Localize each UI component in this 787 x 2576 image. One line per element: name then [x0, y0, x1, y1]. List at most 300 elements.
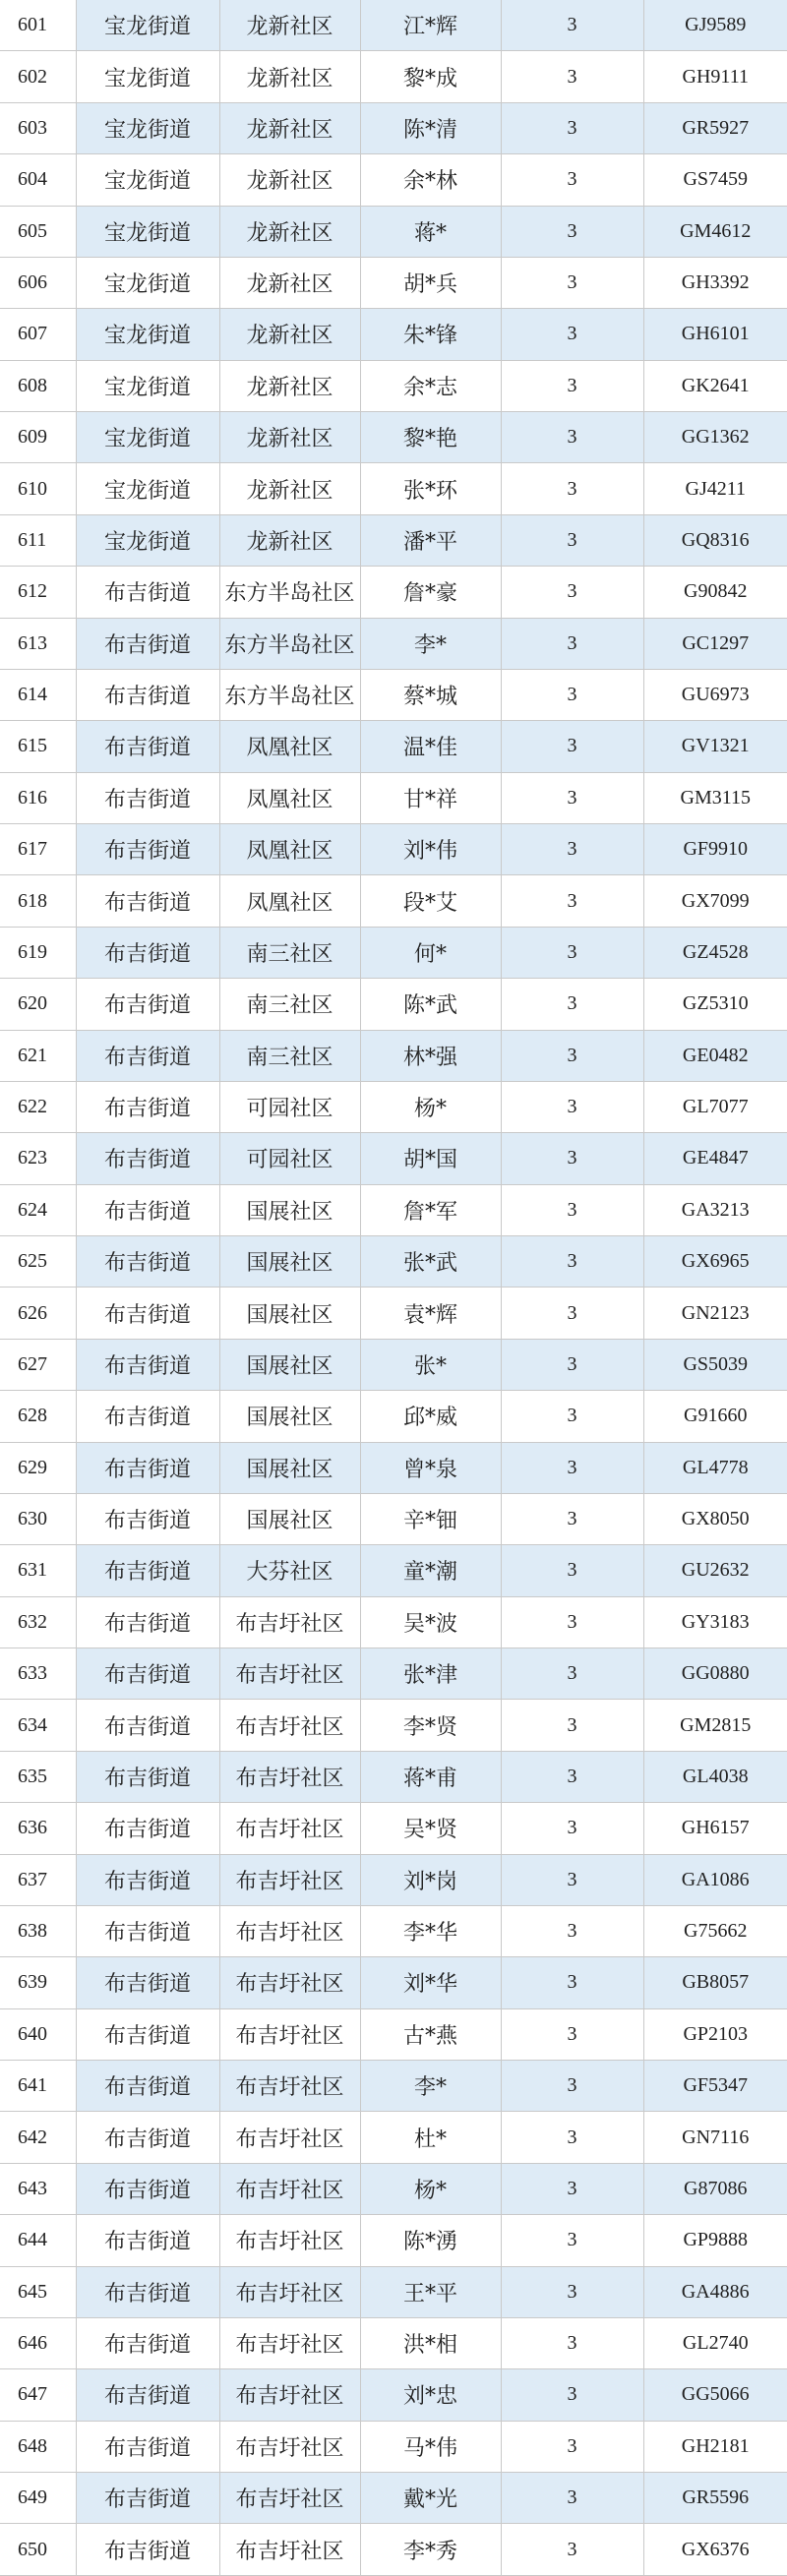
- community-cell: 可园社区: [219, 1081, 360, 1132]
- name-cell: 戴*光: [360, 2473, 501, 2524]
- code-cell: GS7459: [643, 154, 787, 206]
- code-cell: GL4038: [643, 1751, 787, 1802]
- count-cell: 3: [501, 1133, 643, 1184]
- street-cell: 布吉街道: [76, 824, 219, 875]
- count-cell: 3: [501, 514, 643, 566]
- table-row: [0, 412, 787, 463]
- code-cell: GL2740: [643, 2317, 787, 2368]
- code-cell: GU2632: [643, 1545, 787, 1596]
- street-cell: 布吉街道: [76, 2317, 219, 2368]
- community-cell: 龙新社区: [219, 257, 360, 308]
- code-cell: GE4847: [643, 1133, 787, 1184]
- row-number: 607: [0, 309, 76, 360]
- table-row: [0, 102, 787, 153]
- name-cell: 林*强: [360, 1030, 501, 1081]
- code-cell: GX6376: [643, 2524, 787, 2575]
- code-cell: GM2815: [643, 1700, 787, 1751]
- street-cell: 布吉街道: [76, 1030, 219, 1081]
- community-cell: 东方半岛社区: [219, 618, 360, 669]
- row-number: 642: [0, 2112, 76, 2163]
- community-cell: 凤凰社区: [219, 875, 360, 927]
- row-number: 631: [0, 1545, 76, 1596]
- name-cell: 张*环: [360, 463, 501, 514]
- code-cell: GH3392: [643, 257, 787, 308]
- community-cell: 布吉圩社区: [219, 2061, 360, 2112]
- count-cell: 3: [501, 102, 643, 153]
- row-number: 634: [0, 1700, 76, 1751]
- name-cell: 詹*豪: [360, 567, 501, 618]
- table-row: [0, 1854, 787, 1905]
- table-row: [0, 309, 787, 360]
- code-cell: GJ4211: [643, 463, 787, 514]
- count-cell: 3: [501, 2524, 643, 2575]
- row-number: 624: [0, 1184, 76, 1235]
- community-cell: 布吉圩社区: [219, 1854, 360, 1905]
- row-number: 617: [0, 824, 76, 875]
- row-number: 612: [0, 567, 76, 618]
- table-row: [0, 1803, 787, 1854]
- name-cell: 邱*威: [360, 1391, 501, 1442]
- street-cell: 布吉街道: [76, 979, 219, 1030]
- code-cell: G90842: [643, 567, 787, 618]
- count-cell: 3: [501, 1854, 643, 1905]
- table-row: [0, 1184, 787, 1235]
- community-cell: 布吉圩社区: [219, 1648, 360, 1700]
- table-row: [0, 669, 787, 720]
- street-cell: 布吉街道: [76, 1596, 219, 1647]
- table-row: [0, 2163, 787, 2214]
- name-cell: 詹*军: [360, 1184, 501, 1235]
- name-cell: 李*秀: [360, 2524, 501, 2575]
- row-number: 608: [0, 360, 76, 411]
- count-cell: 3: [501, 567, 643, 618]
- name-cell: 童*潮: [360, 1545, 501, 1596]
- row-number: 619: [0, 927, 76, 978]
- table-row: [0, 927, 787, 978]
- street-cell: 布吉街道: [76, 1493, 219, 1544]
- code-cell: GP2103: [643, 2008, 787, 2060]
- street-cell: 布吉街道: [76, 2215, 219, 2266]
- count-cell: 3: [501, 669, 643, 720]
- street-cell: 布吉街道: [76, 1288, 219, 1339]
- table-row: [0, 1957, 787, 2008]
- community-cell: 龙新社区: [219, 102, 360, 153]
- street-cell: 布吉街道: [76, 1700, 219, 1751]
- row-number: 620: [0, 979, 76, 1030]
- community-cell: 大芬社区: [219, 1545, 360, 1596]
- name-cell: 袁*辉: [360, 1288, 501, 1339]
- row-number: 644: [0, 2215, 76, 2266]
- street-cell: 布吉街道: [76, 2266, 219, 2317]
- table-row: [0, 51, 787, 102]
- code-cell: GH2181: [643, 2421, 787, 2472]
- street-cell: 布吉街道: [76, 1905, 219, 1956]
- name-cell: 陈*湧: [360, 2215, 501, 2266]
- table-row: [0, 1391, 787, 1442]
- table-row: [0, 1288, 787, 1339]
- community-cell: 凤凰社区: [219, 824, 360, 875]
- count-cell: 3: [501, 154, 643, 206]
- count-cell: 3: [501, 1236, 643, 1288]
- street-cell: 宝龙街道: [76, 102, 219, 153]
- name-cell: 杨*: [360, 1081, 501, 1132]
- row-number: 611: [0, 514, 76, 566]
- code-cell: GG0880: [643, 1648, 787, 1700]
- row-number: 614: [0, 669, 76, 720]
- count-cell: 3: [501, 1184, 643, 1235]
- community-cell: 国展社区: [219, 1391, 360, 1442]
- count-cell: 3: [501, 772, 643, 823]
- code-cell: GV1321: [643, 721, 787, 772]
- name-cell: 张*: [360, 1339, 501, 1390]
- code-cell: GF9910: [643, 824, 787, 875]
- street-cell: 布吉街道: [76, 2369, 219, 2421]
- name-cell: 甘*祥: [360, 772, 501, 823]
- community-cell: 国展社区: [219, 1184, 360, 1235]
- name-cell: 陈*清: [360, 102, 501, 153]
- code-cell: GM3115: [643, 772, 787, 823]
- code-cell: G87086: [643, 2163, 787, 2214]
- community-cell: 龙新社区: [219, 412, 360, 463]
- name-cell: 刘*华: [360, 1957, 501, 2008]
- name-cell: 李*贤: [360, 1700, 501, 1751]
- table-row: [0, 2524, 787, 2575]
- table-row: [0, 1236, 787, 1288]
- street-cell: 布吉街道: [76, 2421, 219, 2472]
- name-cell: 杜*: [360, 2112, 501, 2163]
- table-row: [0, 618, 787, 669]
- count-cell: 3: [501, 1751, 643, 1802]
- street-cell: 布吉街道: [76, 1133, 219, 1184]
- table-row: [0, 1133, 787, 1184]
- street-cell: 宝龙街道: [76, 0, 219, 51]
- table-row: [0, 2266, 787, 2317]
- table-row: [0, 2421, 787, 2472]
- name-cell: 马*伟: [360, 2421, 501, 2472]
- community-cell: 布吉圩社区: [219, 2317, 360, 2368]
- code-cell: GA1086: [643, 1854, 787, 1905]
- count-cell: 3: [501, 875, 643, 927]
- count-cell: 3: [501, 412, 643, 463]
- table-row: [0, 1030, 787, 1081]
- row-number: 633: [0, 1648, 76, 1700]
- code-cell: GX7099: [643, 875, 787, 927]
- street-cell: 宝龙街道: [76, 463, 219, 514]
- count-cell: 3: [501, 2369, 643, 2421]
- name-cell: 段*艾: [360, 875, 501, 927]
- name-cell: 古*燕: [360, 2008, 501, 2060]
- code-cell: GX8050: [643, 1493, 787, 1544]
- community-cell: 布吉圩社区: [219, 2266, 360, 2317]
- community-cell: 龙新社区: [219, 154, 360, 206]
- name-cell: 李*华: [360, 1905, 501, 1956]
- street-cell: 宝龙街道: [76, 257, 219, 308]
- count-cell: 3: [501, 360, 643, 411]
- table-row: [0, 206, 787, 257]
- count-cell: 3: [501, 2112, 643, 2163]
- row-number: 627: [0, 1339, 76, 1390]
- code-cell: GZ4528: [643, 927, 787, 978]
- row-number: 604: [0, 154, 76, 206]
- community-cell: 布吉圩社区: [219, 2008, 360, 2060]
- table-row: [0, 824, 787, 875]
- row-number: 618: [0, 875, 76, 927]
- table-row: [0, 1081, 787, 1132]
- street-cell: 布吉街道: [76, 1442, 219, 1493]
- count-cell: 3: [501, 1442, 643, 1493]
- count-cell: 3: [501, 1030, 643, 1081]
- street-cell: 宝龙街道: [76, 514, 219, 566]
- name-cell: 刘*岗: [360, 1854, 501, 1905]
- table-row: [0, 257, 787, 308]
- community-cell: 龙新社区: [219, 0, 360, 51]
- name-cell: 辛*钿: [360, 1493, 501, 1544]
- name-cell: 蒋*: [360, 206, 501, 257]
- street-cell: 布吉街道: [76, 2473, 219, 2524]
- table-row: [0, 1442, 787, 1493]
- count-cell: 3: [501, 1493, 643, 1544]
- count-cell: 3: [501, 1957, 643, 2008]
- street-cell: 布吉街道: [76, 567, 219, 618]
- street-cell: 布吉街道: [76, 1957, 219, 2008]
- count-cell: 3: [501, 1545, 643, 1596]
- table-row: [0, 463, 787, 514]
- table-row: [0, 0, 787, 51]
- name-cell: 张*津: [360, 1648, 501, 1700]
- community-cell: 布吉圩社区: [219, 2112, 360, 2163]
- street-cell: 布吉街道: [76, 1751, 219, 1802]
- count-cell: 3: [501, 2421, 643, 2472]
- name-cell: 陈*武: [360, 979, 501, 1030]
- name-cell: 潘*平: [360, 514, 501, 566]
- count-cell: 3: [501, 1081, 643, 1132]
- code-cell: GC1297: [643, 618, 787, 669]
- row-number: 650: [0, 2524, 76, 2575]
- table-row: [0, 2061, 787, 2112]
- code-cell: GL4778: [643, 1442, 787, 1493]
- count-cell: 3: [501, 2266, 643, 2317]
- community-cell: 国展社区: [219, 1236, 360, 1288]
- count-cell: 3: [501, 1648, 643, 1700]
- row-number: 602: [0, 51, 76, 102]
- table-row: [0, 979, 787, 1030]
- street-cell: 布吉街道: [76, 1081, 219, 1132]
- code-cell: GP9888: [643, 2215, 787, 2266]
- row-number: 630: [0, 1493, 76, 1544]
- community-cell: 布吉圩社区: [219, 1905, 360, 1956]
- table-row: [0, 154, 787, 206]
- street-cell: 布吉街道: [76, 721, 219, 772]
- row-number: 603: [0, 102, 76, 153]
- row-number: 613: [0, 618, 76, 669]
- row-number: 601: [0, 0, 76, 51]
- row-number: 606: [0, 257, 76, 308]
- table-row: [0, 772, 787, 823]
- street-cell: 布吉街道: [76, 1339, 219, 1390]
- code-cell: GH9111: [643, 51, 787, 102]
- street-cell: 宝龙街道: [76, 360, 219, 411]
- street-cell: 布吉街道: [76, 927, 219, 978]
- street-cell: 布吉街道: [76, 1184, 219, 1235]
- community-cell: 布吉圩社区: [219, 1957, 360, 2008]
- count-cell: 3: [501, 257, 643, 308]
- community-cell: 南三社区: [219, 927, 360, 978]
- code-cell: GU6973: [643, 669, 787, 720]
- table-row: [0, 1700, 787, 1751]
- name-cell: 王*平: [360, 2266, 501, 2317]
- community-cell: 国展社区: [219, 1493, 360, 1544]
- name-cell: 黎*成: [360, 51, 501, 102]
- row-number: 629: [0, 1442, 76, 1493]
- code-cell: GH6101: [643, 309, 787, 360]
- name-cell: 刘*忠: [360, 2369, 501, 2421]
- code-cell: GY3183: [643, 1596, 787, 1647]
- table-row: [0, 2112, 787, 2163]
- count-cell: 3: [501, 1596, 643, 1647]
- name-cell: 李*: [360, 2061, 501, 2112]
- count-cell: 3: [501, 1288, 643, 1339]
- count-cell: 3: [501, 824, 643, 875]
- community-cell: 布吉圩社区: [219, 2369, 360, 2421]
- name-cell: 洪*相: [360, 2317, 501, 2368]
- row-number: 641: [0, 2061, 76, 2112]
- name-cell: 温*佳: [360, 721, 501, 772]
- street-cell: 宝龙街道: [76, 412, 219, 463]
- count-cell: 3: [501, 309, 643, 360]
- street-cell: 宝龙街道: [76, 206, 219, 257]
- count-cell: 3: [501, 2215, 643, 2266]
- table-row: [0, 2473, 787, 2524]
- code-cell: GS5039: [643, 1339, 787, 1390]
- row-number: 647: [0, 2369, 76, 2421]
- row-number: 637: [0, 1854, 76, 1905]
- row-number: 645: [0, 2266, 76, 2317]
- count-cell: 3: [501, 0, 643, 51]
- count-cell: 3: [501, 1339, 643, 1390]
- row-number: 621: [0, 1030, 76, 1081]
- street-cell: 宝龙街道: [76, 154, 219, 206]
- table-row: [0, 1751, 787, 1802]
- name-cell: 朱*锋: [360, 309, 501, 360]
- name-cell: 蒋*甫: [360, 1751, 501, 1802]
- name-cell: 胡*兵: [360, 257, 501, 308]
- street-cell: 布吉街道: [76, 875, 219, 927]
- count-cell: 3: [501, 51, 643, 102]
- community-cell: 东方半岛社区: [219, 567, 360, 618]
- code-cell: GQ8316: [643, 514, 787, 566]
- table-row: [0, 1339, 787, 1390]
- street-cell: 布吉街道: [76, 1648, 219, 1700]
- community-cell: 布吉圩社区: [219, 1751, 360, 1802]
- row-number: 639: [0, 1957, 76, 2008]
- code-cell: GH6157: [643, 1803, 787, 1854]
- community-cell: 布吉圩社区: [219, 2163, 360, 2214]
- code-cell: GA4886: [643, 2266, 787, 2317]
- table-row: [0, 1596, 787, 1647]
- count-cell: 3: [501, 618, 643, 669]
- row-number: 628: [0, 1391, 76, 1442]
- street-cell: 布吉街道: [76, 1545, 219, 1596]
- code-cell: GR5927: [643, 102, 787, 153]
- count-cell: 3: [501, 206, 643, 257]
- community-cell: 凤凰社区: [219, 721, 360, 772]
- count-cell: 3: [501, 2317, 643, 2368]
- community-cell: 可园社区: [219, 1133, 360, 1184]
- code-cell: GG1362: [643, 412, 787, 463]
- table-row: [0, 2369, 787, 2421]
- community-cell: 布吉圩社区: [219, 1596, 360, 1647]
- community-cell: 国展社区: [219, 1339, 360, 1390]
- name-cell: 张*武: [360, 1236, 501, 1288]
- table-row: [0, 567, 787, 618]
- code-cell: GN7116: [643, 2112, 787, 2163]
- code-cell: GN2123: [643, 1288, 787, 1339]
- community-cell: 布吉圩社区: [219, 1700, 360, 1751]
- community-cell: 国展社区: [219, 1442, 360, 1493]
- count-cell: 3: [501, 1700, 643, 1751]
- name-cell: 余*林: [360, 154, 501, 206]
- count-cell: 3: [501, 1905, 643, 1956]
- name-cell: 黎*艳: [360, 412, 501, 463]
- street-cell: 布吉街道: [76, 2524, 219, 2575]
- street-cell: 布吉街道: [76, 1854, 219, 1905]
- street-cell: 宝龙街道: [76, 309, 219, 360]
- name-cell: 江*辉: [360, 0, 501, 51]
- table-row: [0, 721, 787, 772]
- name-cell: 曾*泉: [360, 1442, 501, 1493]
- table-row: [0, 514, 787, 566]
- row-number: 615: [0, 721, 76, 772]
- row-number: 646: [0, 2317, 76, 2368]
- name-cell: 蔡*城: [360, 669, 501, 720]
- community-cell: 布吉圩社区: [219, 2524, 360, 2575]
- count-cell: 3: [501, 721, 643, 772]
- community-cell: 龙新社区: [219, 360, 360, 411]
- street-cell: 布吉街道: [76, 2008, 219, 2060]
- community-cell: 龙新社区: [219, 514, 360, 566]
- name-cell: 吴*波: [360, 1596, 501, 1647]
- name-cell: 刘*伟: [360, 824, 501, 875]
- table-row: [0, 1905, 787, 1956]
- street-cell: 布吉街道: [76, 1391, 219, 1442]
- street-cell: 宝龙街道: [76, 51, 219, 102]
- count-cell: 3: [501, 1803, 643, 1854]
- street-cell: 布吉街道: [76, 772, 219, 823]
- count-cell: 3: [501, 463, 643, 514]
- community-cell: 龙新社区: [219, 463, 360, 514]
- code-cell: G75662: [643, 1905, 787, 1956]
- community-cell: 东方半岛社区: [219, 669, 360, 720]
- count-cell: 3: [501, 2163, 643, 2214]
- code-cell: GB8057: [643, 1957, 787, 2008]
- street-cell: 布吉街道: [76, 1803, 219, 1854]
- street-cell: 布吉街道: [76, 2061, 219, 2112]
- count-cell: 3: [501, 1391, 643, 1442]
- street-cell: 布吉街道: [76, 669, 219, 720]
- row-number: 638: [0, 1905, 76, 1956]
- row-number: 635: [0, 1751, 76, 1802]
- table-row: [0, 1648, 787, 1700]
- street-cell: 布吉街道: [76, 1236, 219, 1288]
- row-number: 632: [0, 1596, 76, 1647]
- code-cell: GA3213: [643, 1184, 787, 1235]
- row-number: 610: [0, 463, 76, 514]
- code-cell: GK2641: [643, 360, 787, 411]
- table-row: [0, 2215, 787, 2266]
- table-row: [0, 1493, 787, 1544]
- count-cell: 3: [501, 2008, 643, 2060]
- name-cell: 何*: [360, 927, 501, 978]
